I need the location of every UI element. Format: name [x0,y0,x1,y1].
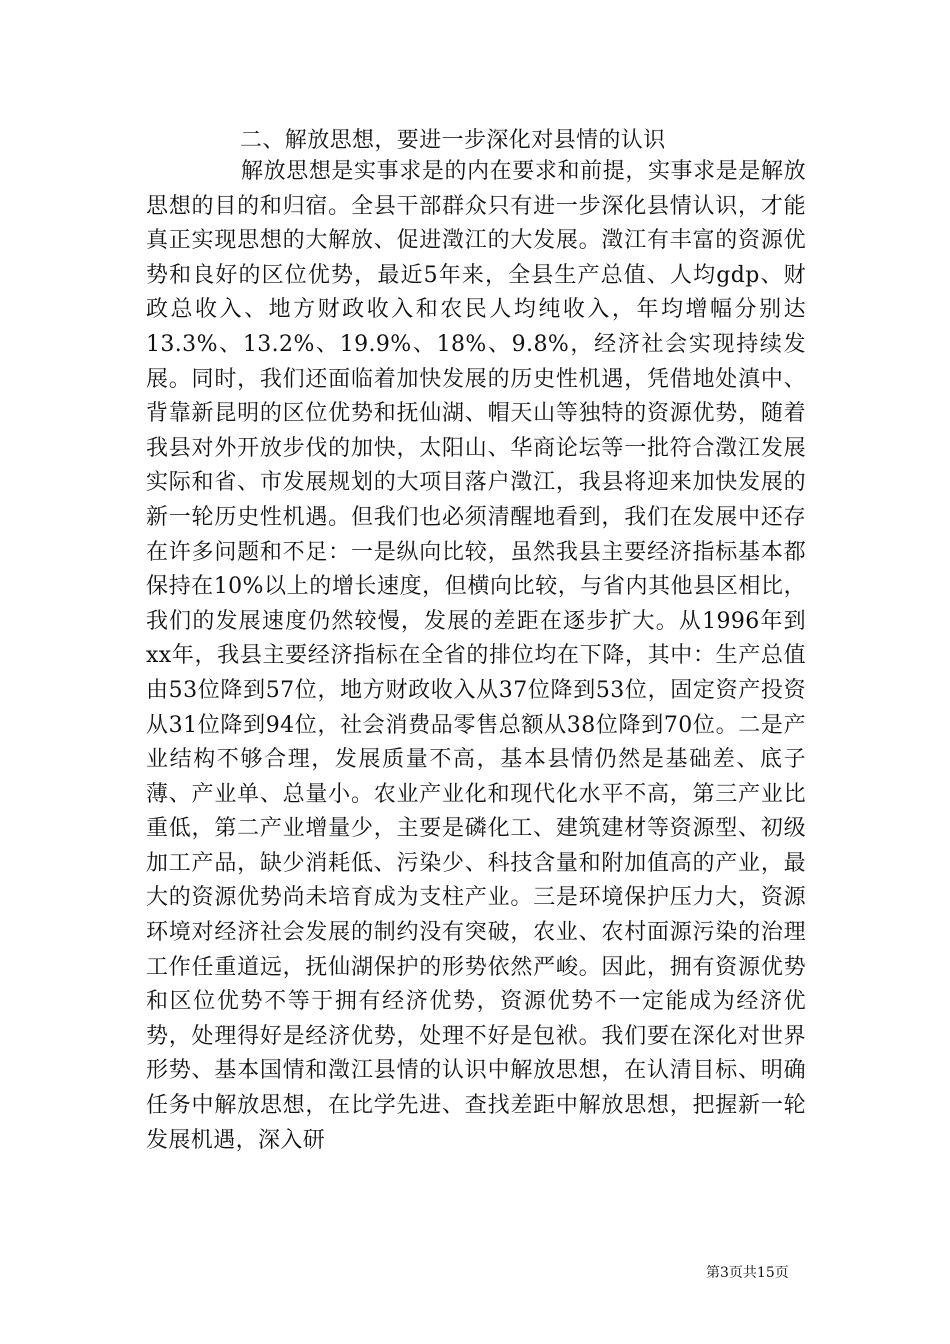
section-heading: 二、解放思想，要进一步深化对县情的认识 [240,128,666,153]
body-paragraph: 解放思想是实事求是的内在要求和前提，实事求是是解放思想的目的和归宿。全县干部群众只有进一步深化县情认识，才能真正实现思想的大解放、促进澂江的大发展。澂江有丰富的资源优势和良好的区位优势，最近5年来，全县生产总值、人均gdp、财政总收入、地方财政收入和农民人均纯收入，年均增幅分别达13.3%、13.2%、19.9%、18%、9.8%，经济社会实现持续发展。同时，我们还面临着加快发展的历史性机遇，凭借地处滇中、背靠新昆明的区位优势和抚仙湖、帽天山等独特的资源优势，随着我县对外开放步伐的加快，太阳山、华商论坛等一批符合澂江发展实际和省、市发展规划的大项目落户澂江，我县将迎来加快发展的新一轮历史性机遇。但我们也必须清醒地看到，我们在发展中还存在许多问题和不足：一是纵向比较，虽然我县主要经济指标基本都保持在10%以上的增长速度，但横向比较，与省内其他县区相比，我们的发展速度仍然较慢，发展的差距在逐步扩大。从1996年到xx年，我县主要经济指标在全省的排位均在下降，其中：生产总值由53位降到57位，地方财政收入从37位降到53位，固定资产投资从31位降到94位，社会消费品零售总额从38位降到70位。二是产业结构不够合理，发展质量不高，基本县情仍然是基础差、底子薄、产业单、总量小。农业产业化和现代化水平不高，第三产业比重低，第二产业增量少，主要是磷化工、建筑建材等资源型、初级加工产品，缺少消耗低、污染少、科技含量和附加值高的产业，最大的资源优势尚未培育成为支柱产业。三是环境保护压力大，资源环境对经济社会发展的制约没有突破，农业、农村面源污染的治理工作任重道远，抚仙湖保护的形势依然严峻。因此，拥有资源优势和区位优势不等于拥有经济优势，资源优势不一定能成为经济优势，处理得好是经济优势，处理不好是包袱。我们要在深化对世界形势、基本国情和澂江县情的认识中解放思想，在认清目标、明确任务中解放思想，在比学先进、查找差距中解放思想，把握新一轮发展机遇，深入研 [146,159,806,1153]
page-number: 第3页共15页 [706,1265,789,1281]
